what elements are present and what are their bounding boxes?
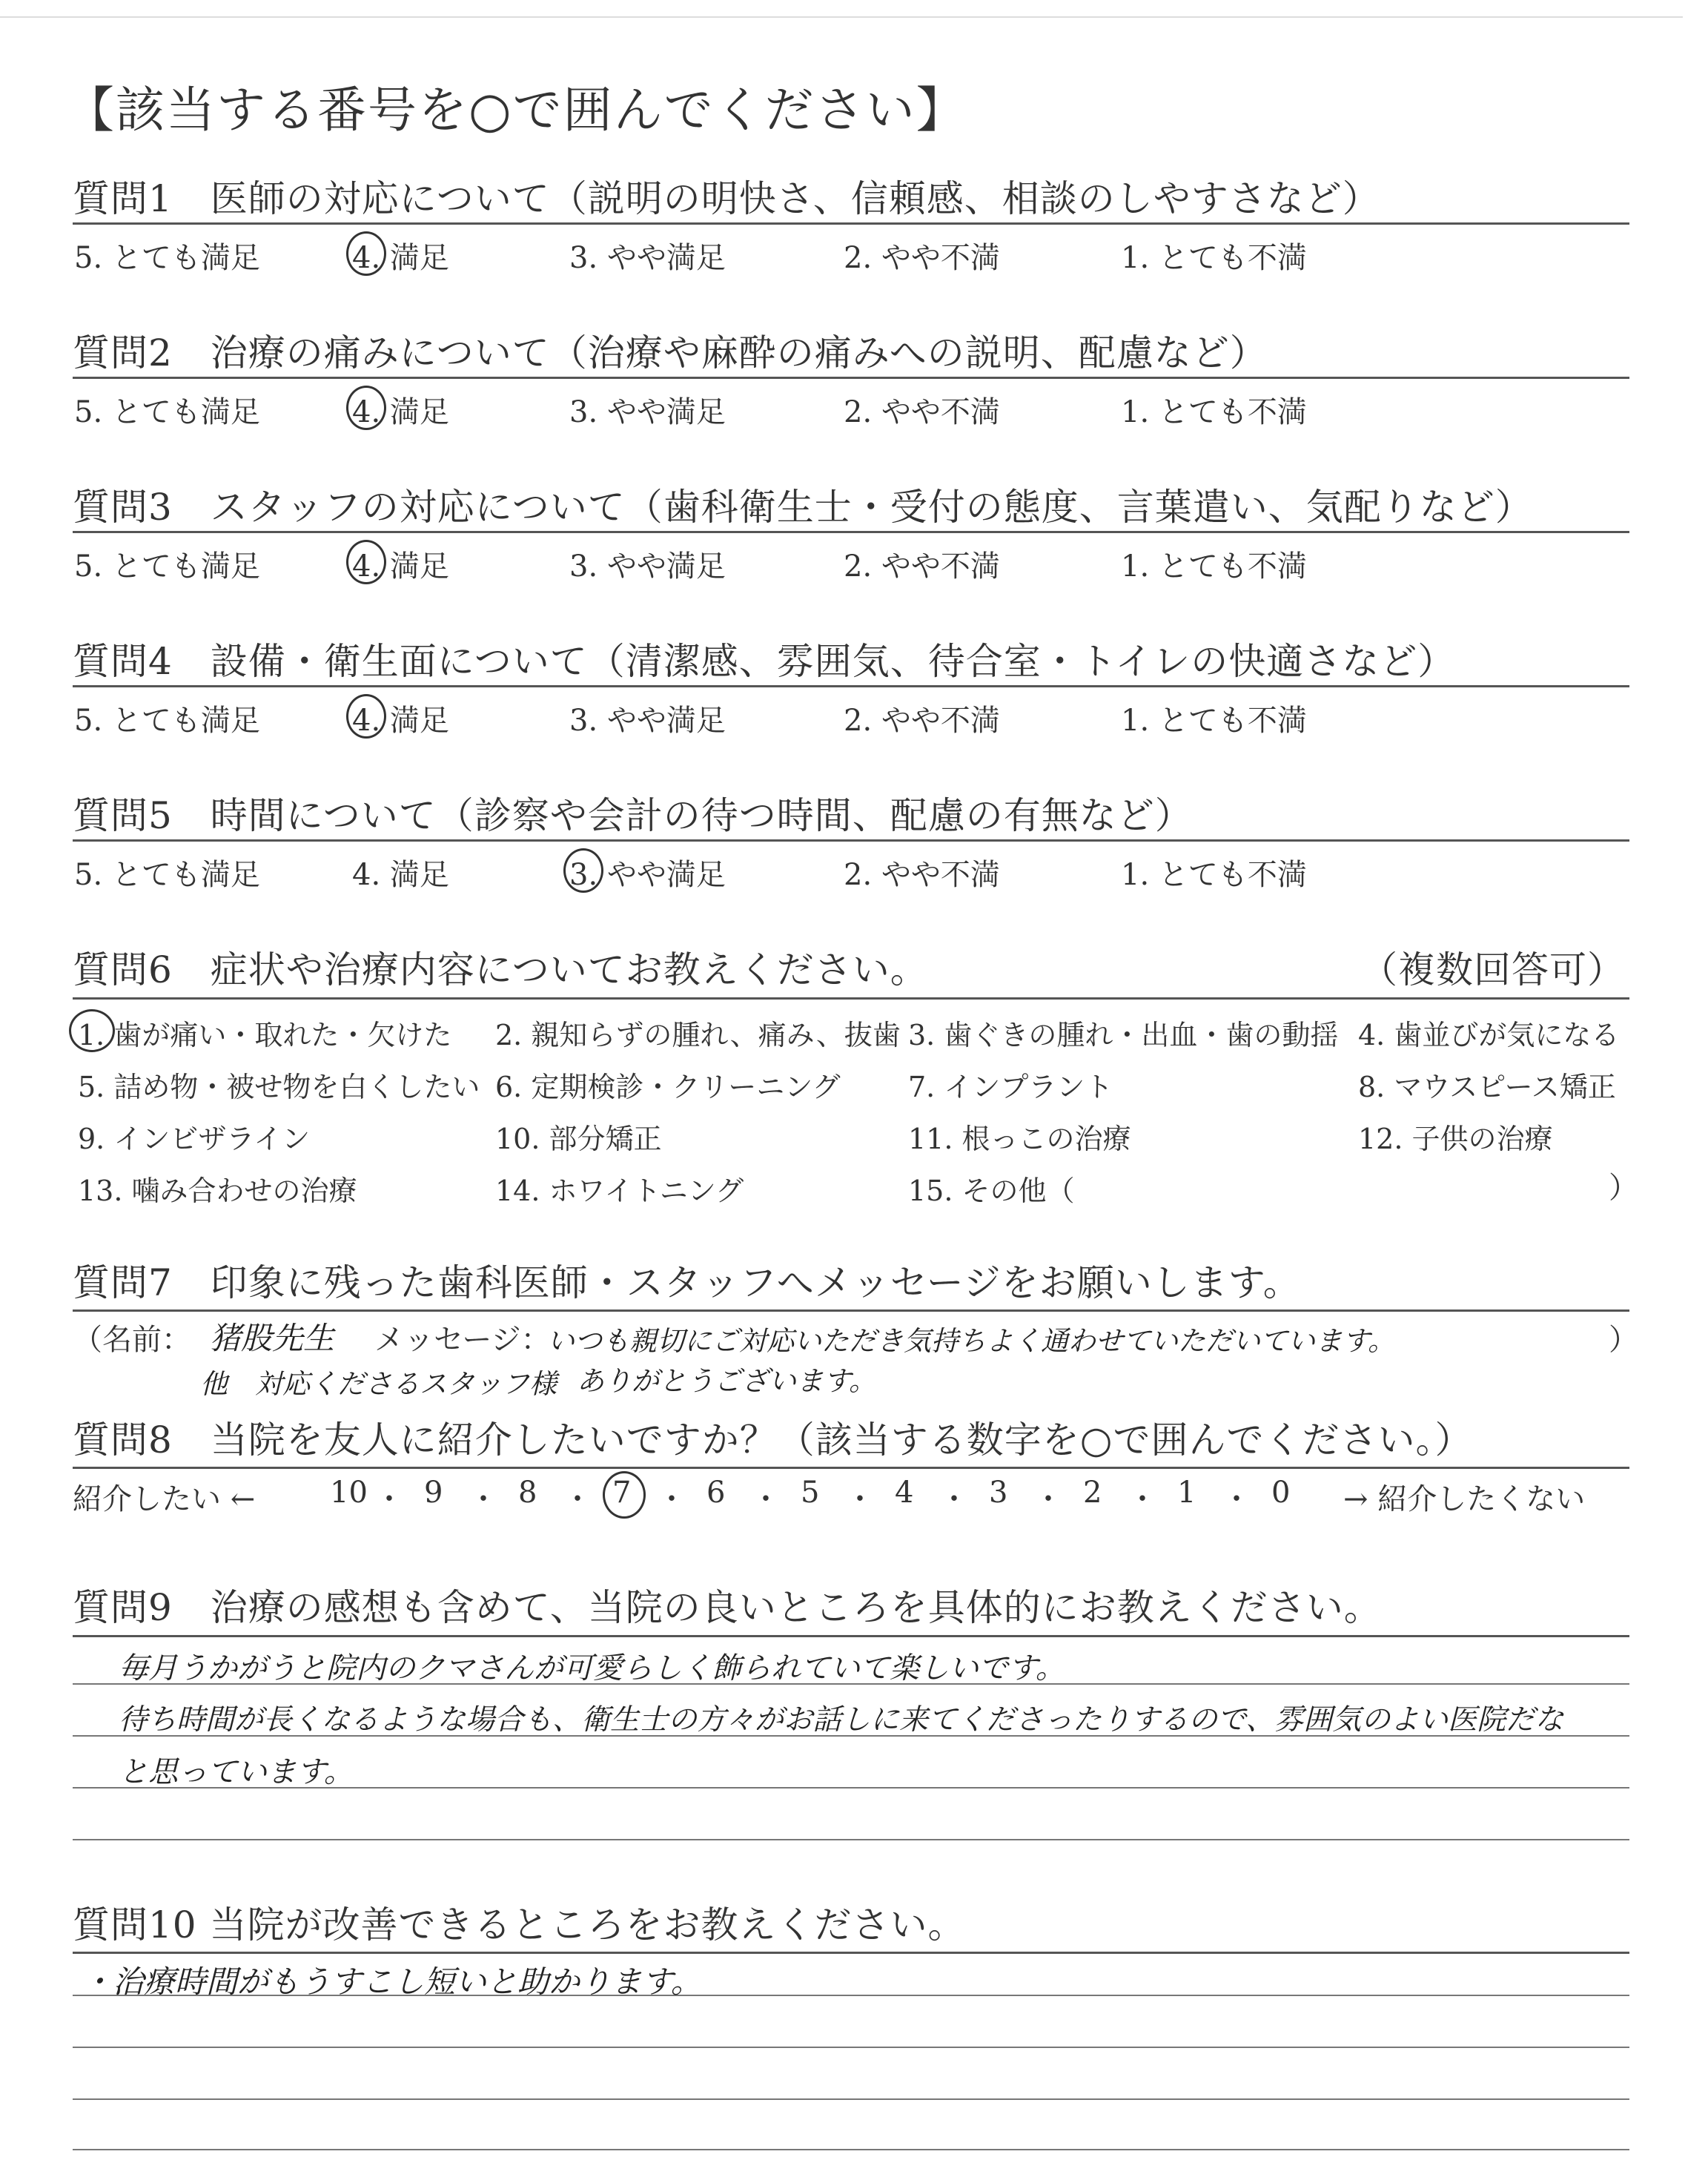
q8-scale-7: 7 (612, 1476, 632, 1510)
q6-option-3: 3. 歯ぐきの腫れ・出血・歯の動揺 (908, 1019, 1339, 1051)
q8-scale-6: 6 (706, 1476, 726, 1510)
q6-option-2: 2. 親知らずの腫れ、痛み、抜歯 (495, 1019, 901, 1051)
q10-answer-rule (73, 2149, 1629, 2150)
q1-option-3: 3. やや満足 (569, 241, 726, 275)
q5-option-3: 3. やや満足 (569, 858, 726, 892)
q7-message-line1: いつも親切にご対応いただき気持ちよく通わせていただいています。 (547, 1325, 1396, 1357)
q3-option-1: 1. とても不満 (1121, 549, 1307, 584)
q1-selected-circle (346, 231, 386, 276)
q6-option-13: 13. 噛み合わせの治療 (78, 1175, 357, 1207)
q1-option-4: 4. 満足 (352, 241, 449, 275)
q2-option-1: 1. とても不満 (1121, 395, 1307, 429)
q6-option-14: 14. ホワイトニング (495, 1175, 744, 1207)
q8-separator-dot: ・ (939, 1482, 969, 1516)
scan-edge-line (0, 16, 1683, 18)
q7-message-line2: ありがとうございます。 (577, 1365, 877, 1397)
q2-option-3: 3. やや満足 (569, 395, 726, 429)
q2-title: 質問2 治療の痛みについて（治療や麻酔の痛みへの説明、配慮など） (73, 331, 1268, 374)
q6-option-15: 15. その他（ (908, 1175, 1075, 1207)
q1-title: 質問1 医師の対応について（説明の明快さ、信頼感、相談のしやすさなど） (73, 177, 1380, 220)
q8-title: 質問8 当院を友人に紹介したいですか？（該当する数字を○で囲んでください。） (73, 1418, 1473, 1462)
q6-option-12: 12. 子供の治療 (1358, 1123, 1553, 1155)
q8-scale-9: 9 (424, 1476, 443, 1510)
q6-option-8: 8. マウスピース矯正 (1358, 1071, 1616, 1103)
q6-option-11: 11. 根っこの治療 (908, 1123, 1131, 1155)
q5-selected-circle (563, 848, 603, 893)
q8-scale-3: 3 (989, 1476, 1008, 1510)
q8-separator-dot: ・ (1128, 1482, 1157, 1516)
q5-title: 質問5 時間について（診察や会計の待つ時間、配慮の有無など） (73, 794, 1193, 837)
q3-option-2: 2. やや不満 (844, 549, 1000, 584)
q3-rule (73, 531, 1629, 533)
q8-scale-4: 4 (895, 1476, 914, 1510)
q9-answer-line-2: 待ち時間が長くなるような場合も、衛生士の方々がお話しに来てくださったりするので、雰囲気のよい医院だな (119, 1703, 1564, 1737)
q1-rule (73, 222, 1629, 225)
q3-option-3: 3. やや満足 (569, 549, 726, 584)
q7-name-label: （名前： (73, 1323, 191, 1357)
q3-selected-circle (346, 540, 386, 584)
q10-answer-line-1: ・治療時間がもうすこし短いと助かります。 (82, 1964, 702, 2000)
q3-title: 質問3 スタッフの対応について（歯科衛生士・受付の態度、言葉遣い、気配りなど） (73, 486, 1533, 529)
q2-rule (73, 377, 1629, 379)
q4-option-3: 3. やや満足 (569, 704, 726, 738)
q9-answer-rule (73, 1839, 1629, 1840)
q8-scale-5: 5 (801, 1476, 820, 1510)
q6-selected-circle-1 (69, 1009, 115, 1052)
q8-scale-8: 8 (518, 1476, 537, 1510)
q8-separator-dot: ・ (1033, 1482, 1063, 1516)
q4-title: 質問4 設備・衛生面について（清潔感、雰囲気、待合室・トイレの快適さなど） (73, 640, 1456, 683)
q7-name-value: 猪股先生 (210, 1320, 335, 1356)
q5-rule (73, 839, 1629, 842)
q6-close-paren: ） (1609, 1171, 1638, 1205)
q10-answer-rule (73, 2098, 1629, 2100)
q9-answer-line-1: 毎月うかがうと院内のクマさんが可愛らしく飾られていて楽しいです。 (119, 1651, 1065, 1685)
q8-right-label: → 紹介したくない (1343, 1482, 1586, 1516)
q8-separator-dot: ・ (469, 1482, 498, 1516)
q2-option-4: 4. 満足 (352, 395, 449, 429)
q3-option-4: 4. 満足 (352, 549, 449, 584)
q7-title: 質問7 印象に残った歯科医師・スタッフへメッセージをお願いします。 (73, 1261, 1301, 1304)
q1-option-1: 1. とても不満 (1121, 241, 1307, 275)
q6-rule (73, 997, 1629, 1000)
q6-option-6: 6. 定期検診・クリーニング (495, 1071, 841, 1103)
q5-option-1: 1. とても不満 (1121, 858, 1307, 892)
q8-separator-dot: ・ (563, 1482, 592, 1516)
q7-rule (73, 1309, 1629, 1312)
q10-answer-rule (73, 2047, 1629, 2048)
q6-option-7: 7. インプラント (908, 1071, 1113, 1103)
q3-option-5: 5. とても満足 (74, 549, 260, 584)
q8-selected-circle (603, 1471, 646, 1519)
q4-option-1: 1. とても不満 (1121, 704, 1307, 738)
q6-option-10: 10. 部分矯正 (495, 1123, 662, 1155)
q8-separator-dot: ・ (374, 1482, 404, 1516)
q8-separator-dot: ・ (751, 1482, 781, 1516)
q5-option-4: 4. 満足 (352, 858, 449, 892)
q9-title: 質問9 治療の感想も含めて、当院の良いところを具体的にお教えください。 (73, 1586, 1382, 1629)
q6-option-4: 4. 歯並びが気になる (1358, 1019, 1620, 1051)
q6-title: 質問6 症状や治療内容についてお教えください。 (73, 948, 928, 991)
q4-option-2: 2. やや不満 (844, 704, 1000, 738)
q8-separator-dot: ・ (845, 1482, 875, 1516)
q2-option-2: 2. やや不満 (844, 395, 1000, 429)
q9-answer-line-3: と思っています。 (119, 1755, 354, 1789)
q8-scale-0: 0 (1271, 1476, 1291, 1510)
q10-title: 質問10 当院が改善できるところをお教えください。 (73, 1903, 966, 1946)
q8-separator-dot: ・ (1222, 1482, 1251, 1516)
q6-option-1: 1. 歯が痛い・取れた・欠けた (78, 1019, 452, 1051)
q5-option-2: 2. やや不満 (844, 858, 1000, 892)
q8-scale-1: 1 (1177, 1476, 1196, 1510)
q8-scale-10: 10 (330, 1476, 368, 1510)
q2-option-5: 5. とても満足 (74, 395, 260, 429)
q4-option-5: 5. とても満足 (74, 704, 260, 738)
page-title: 【該当する番号を○で囲んでください】 (65, 82, 967, 139)
q7-name-value-2: 他 対応くださるスタッフ様 (200, 1368, 557, 1400)
q6-option-5: 5. 詰め物・被せ物を白くしたい (78, 1071, 480, 1103)
q4-rule (73, 685, 1629, 687)
q7-message-label: メッセージ： (374, 1323, 551, 1357)
q6-option-9: 9. インビザライン (78, 1123, 311, 1155)
q6-note: （複数回答可） (1360, 948, 1625, 991)
q8-scale-2: 2 (1083, 1476, 1102, 1510)
q2-selected-circle (346, 386, 386, 430)
q10-rule (73, 1952, 1629, 1954)
q8-left-label: 紹介したい ← (73, 1482, 256, 1516)
q4-selected-circle (346, 694, 386, 739)
q8-separator-dot: ・ (657, 1482, 686, 1516)
q4-option-4: 4. 満足 (352, 704, 449, 738)
q7-close-paren: ） (1609, 1323, 1638, 1357)
q8-rule (73, 1467, 1629, 1469)
q5-option-5: 5. とても満足 (74, 858, 260, 892)
q1-option-2: 2. やや不満 (844, 241, 1000, 275)
q9-rule (73, 1635, 1629, 1637)
q1-option-5: 5. とても満足 (74, 241, 260, 275)
